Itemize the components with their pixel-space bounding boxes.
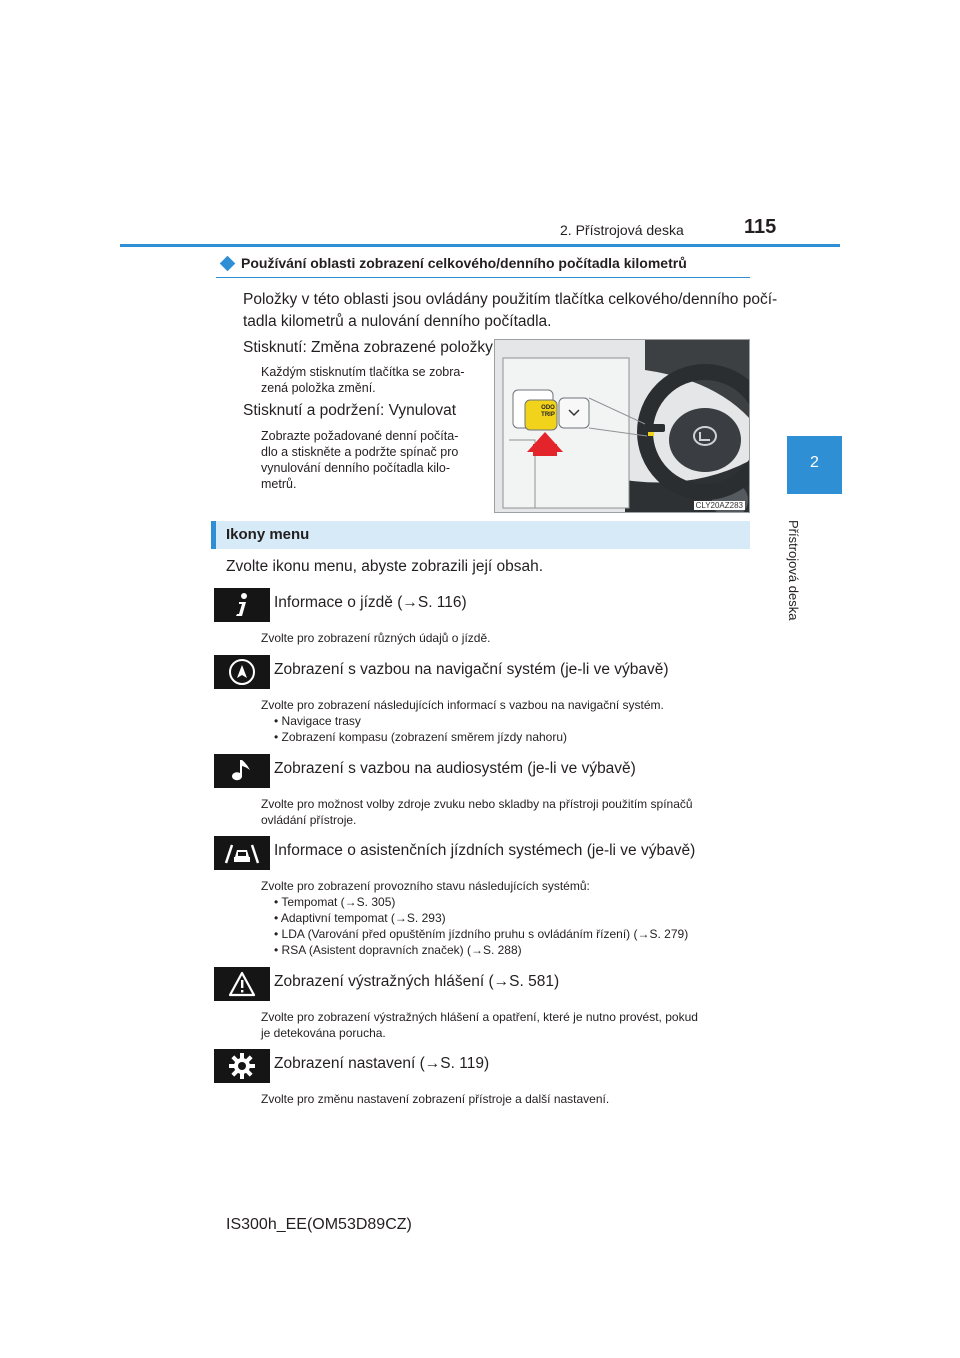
menu-item-title-warning: Zobrazení výstražných hlášení (→S. 581) xyxy=(274,973,560,990)
menu-item-desc-settings: Zvolte pro změnu nastavení zobrazení přístroje a další nastavení. xyxy=(261,1092,610,1106)
hold-desc-line1: Zobrazte požadované denní počíta- xyxy=(261,429,459,443)
menu-item-desc-navigation: Zvolte pro zobrazení následujících informací s vazbou na navigační systém. xyxy=(261,698,664,712)
menu-item-title-audio: Zobrazení s vazbou na audiosystém (je-li ve výbavě) xyxy=(274,760,636,777)
car-assist-icon xyxy=(214,836,270,870)
gear-icon xyxy=(214,1049,270,1083)
navigation-icon xyxy=(214,655,270,689)
odo-trip-figure xyxy=(494,339,750,513)
menu-item-bullet: • Navigace trasy xyxy=(274,714,361,728)
menu-item-bullet: • Zobrazení kompasu (zobrazení směrem jízdy nahoru) xyxy=(274,730,568,744)
warning-icon xyxy=(214,967,270,1001)
menu-item-title-navigation: Zobrazení s vazbou na navigační systém (je-li ve výbavě) xyxy=(274,661,669,678)
music-note-icon xyxy=(214,754,270,788)
hold-title: Stisknutí a podržení: Vynulovat xyxy=(243,402,457,419)
figure-caption: CLY20AZ283 xyxy=(695,501,743,510)
press-desc-line1: Každým stisknutím tlačítka se zobra- xyxy=(261,365,465,379)
bullet-text: RSA (Asistent dopravních značek) (→S. 288) xyxy=(281,943,522,957)
menu-intro: Zvolte ikonu menu, abyste zobrazili její obsah. xyxy=(226,558,544,575)
odo-button-label-line2: TRIP xyxy=(541,412,555,418)
odo-subheading xyxy=(222,255,687,271)
header-rule xyxy=(120,244,840,247)
hold-desc-line2: dlo a stiskněte a podržte spínač pro xyxy=(261,445,459,459)
info-icon xyxy=(214,588,270,622)
menu-item-bullet: • LDA (Varování před opuštěním jízdního pruhu s ovládáním řízení) (→S. 279) xyxy=(274,927,689,941)
chapter-tab-label: Přístrojová deska xyxy=(786,520,801,621)
header-section-title: 2. Přístrojová deska xyxy=(560,222,684,238)
document-code: IS300h_EE(OM53D89CZ) xyxy=(226,1216,412,1233)
hold-desc-line4: metrů. xyxy=(261,477,297,491)
press-title: Stisknutí: Změna zobrazené položky xyxy=(243,339,493,356)
menu-icons-heading: Ikony menu xyxy=(226,526,310,543)
bullet-text: Tempomat (→S. 305) xyxy=(281,895,396,909)
odo-intro-line1: Položky v této oblasti jsou ovládány použitím tlačítka celkového/denního počí- xyxy=(243,291,778,308)
bullet-text: Adaptivní tempomat (→S. 293) xyxy=(280,911,446,925)
menu-item-desc-warning-line2: je detekována porucha. xyxy=(261,1026,386,1040)
menu-icons-section-header xyxy=(211,521,750,549)
bullet-text: LDA (Varování před opuštěním jízdního pruhu s ovládáním řízení) (→S. 279) xyxy=(281,927,689,941)
menu-item-desc-audio-line1: Zvolte pro možnost volby zdroje zvuku nebo skladby na přístroji použitím spínačů xyxy=(261,797,693,811)
bullet-text: Zobrazení kompasu (zobrazení směrem jízdy nahoru) xyxy=(281,730,568,744)
chapter-tab: 2 xyxy=(787,436,842,494)
odo-subheading-text: Používání oblasti zobrazení celkového/denního počítadla kilometrů xyxy=(241,255,687,271)
menu-item-desc-assist: Zvolte pro zobrazení provozního stavu následujících systémů: xyxy=(261,879,590,893)
menu-item-desc-info: Zvolte pro zobrazení různých údajů o jízdě. xyxy=(261,631,491,645)
menu-item-bullet: • RSA (Asistent dopravních značek) (→S. 288) xyxy=(274,943,522,957)
menu-item-title-settings: Zobrazení nastavení (→S. 119) xyxy=(274,1055,490,1072)
menu-item-desc-audio-line2: ovládání přístroje. xyxy=(261,813,357,827)
menu-item-bullet: • Tempomat (→S. 305) xyxy=(274,895,396,909)
page-number: 115 xyxy=(744,216,777,238)
steering-wheel-illustration xyxy=(495,340,750,513)
odo-intro-line2: tadla kilometrů a nulování denního počítadla. xyxy=(243,313,552,330)
menu-item-desc-warning-line1: Zvolte pro zobrazení výstražných hlášení a opatření, které je nutno provést, pokud xyxy=(261,1010,698,1024)
diamond-bullet-icon xyxy=(220,255,236,271)
subheading-rule xyxy=(216,277,750,278)
press-desc-line2: zená položka změní. xyxy=(261,381,376,395)
menu-item-title-assist: Informace o asistenčních jízdních systémech (je-li ve výbavě) xyxy=(274,842,696,859)
odo-button-label-line1: ODO xyxy=(541,405,555,411)
hold-desc-line3: vynulování denního počítadla kilo- xyxy=(261,461,451,475)
bullet-text: Navigace trasy xyxy=(281,714,361,728)
menu-item-title-info: Informace o jízdě (→S. 116) xyxy=(274,594,467,611)
menu-item-bullet: • Adaptivní tempomat (→S. 293) xyxy=(274,911,446,925)
